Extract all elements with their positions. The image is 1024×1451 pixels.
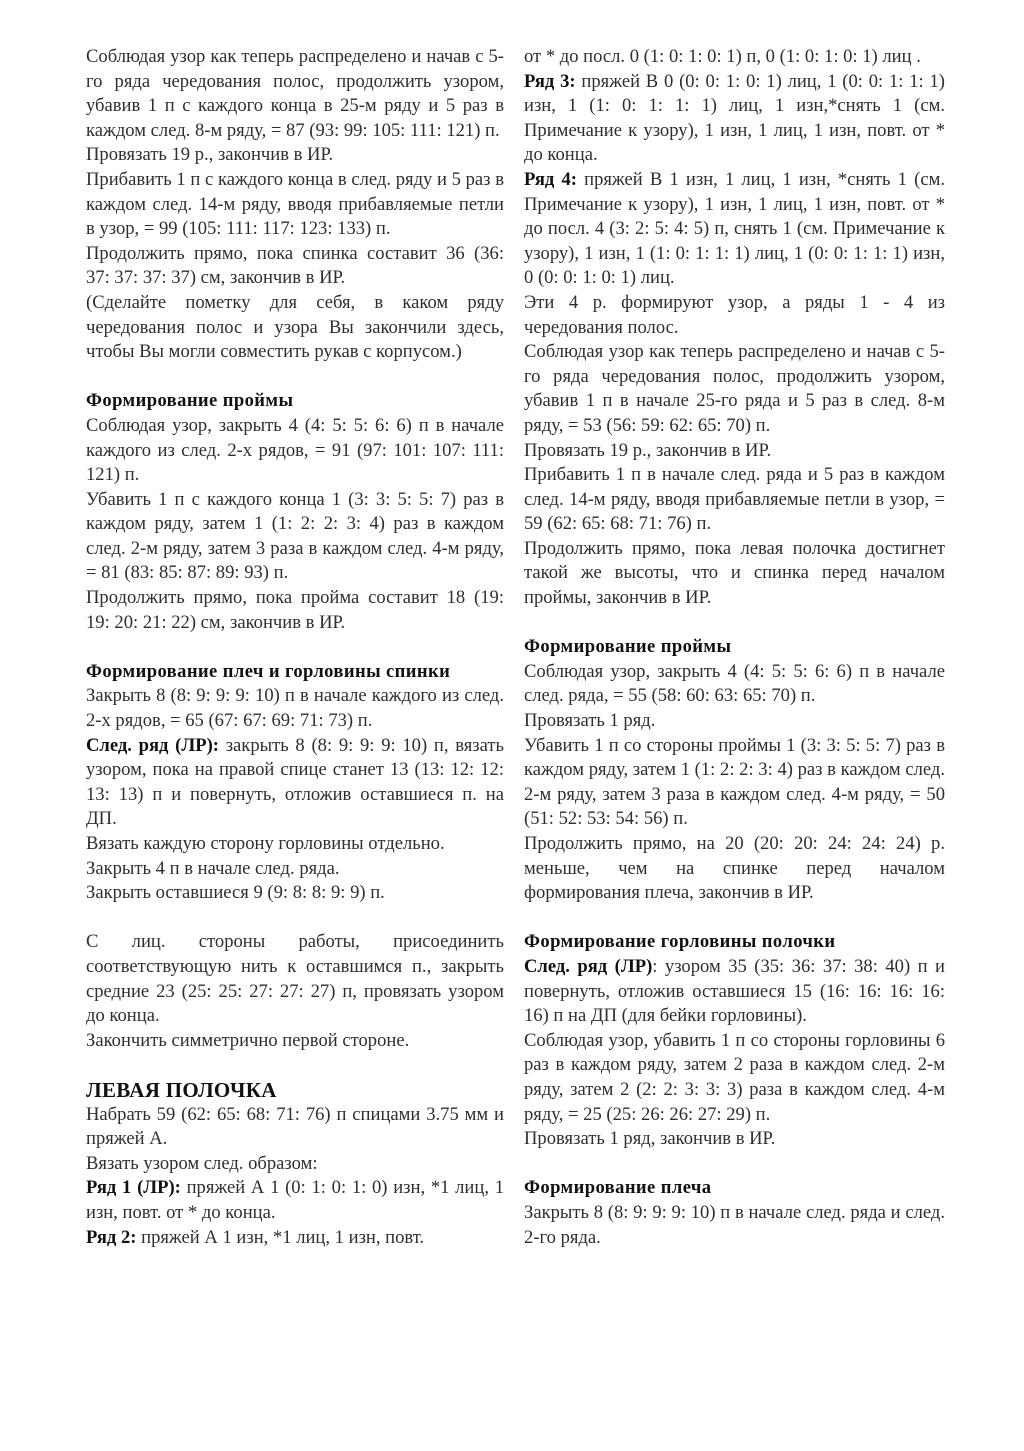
paragraph: Соблюдая узор, закрыть 4 (4: 5: 5: 6: 6) п в начале след. ряда, = 55 (58: 60: 63: 65: 70) п. (524, 660, 945, 707)
paragraph: Соблюдая узор, закрыть 4 (4: 5: 5: 6: 6) п в начале каждого из след. 2-х рядов, = 91 (97: 101: 107: 111: 121) п. (86, 414, 504, 486)
paragraph: Соблюдая узор как теперь распределено и начав с 5-го ряда чередования полос, продолжить узором, убавив 1 п с каждого конца в 25-м ряду и 5 раз в каждом след. 8-м ряду, = 87 (93: 99: 105: 111: 121) п. (86, 46, 504, 141)
paragraph: Закрыть 8 (8: 9: 9: 9: 10) п в начале каждого из след. 2-х рядов, = 65 (67: 67: 69: 71: 73) п. (86, 685, 504, 732)
section-heading-armhole-front: Формирование проймы (524, 636, 732, 658)
paragraph: Продолжить прямо, на 20 (20: 20: 24: 24: 24) р. меньше, чем на спинке перед началом формирования плеча, закончив в ИР. (524, 833, 945, 904)
row-text: пряжей В 0 (0: 0: 1: 0: 1) лиц, 1 (0: 0: 1: 1: 1) изн, 1 (1: 0: 1: 1: 1) лиц, 1 изн,*снять 1 (см. Примечание к узору), 1 изн, 1 лиц, 1 изн, повт. от * до конца. (524, 70, 945, 166)
paragraph: С лиц. стороны работы, присоединить соответствующую нить к оставшимся п., закрыть средние 23 (25: 25: 27: 27: 27) п, провязать узором до конца. (86, 931, 504, 1027)
row-text: пряжей В 1 изн, 1 лиц, 1 изн, *снять 1 (см. Примечание к узору), 1 изн, 1 лиц, 1 изн, повт. от * до посл. 4 (3: 2: 5: 4: 5) п, снять 1 (см. Примечание к узору), 1 изн, 1 (1: 0: 1: 1: 1) лиц, 1 (0: 0: 1: 1: 1) изн, 0 (0: 0: 1: 0: 1) лиц. (524, 168, 945, 289)
row-text: закрыть 8 (8: 9: 9: 9: 10) п, вязать узором, пока на правой спице станет 13 (13: 12: 12: 13: 13) п и повернуть, отложив оставшиеся п. на ДП. (86, 734, 505, 830)
row-label: Ряд 2: (86, 1226, 137, 1248)
row-label: Ряд 1 (ЛР): (86, 1177, 181, 1199)
row-label: След. ряд (ЛР) (524, 955, 653, 977)
paragraph (524, 955, 945, 1029)
section-heading-front-neck: Формирование горловины полочки (524, 931, 836, 953)
spacer (86, 365, 504, 390)
paragraph: Закрыть оставшиеся 9 (9: 8: 8: 9: 9) п. (86, 882, 385, 904)
paragraph: Продолжить прямо, пока пройма составит 18 (19: 19: 20: 21: 22) см, закончив в ИР. (86, 587, 504, 633)
paragraph: Вязать каждую сторону горловины отдельно. (86, 833, 445, 854)
paragraph: Провязать 1 ряд, закончив в ИР. (524, 1128, 776, 1150)
paragraph: Набрать 59 (62: 65: 68: 71: 76) п спицами 3.75 мм и пряжей А. (86, 1103, 504, 1150)
paragraph: Закончить симметрично первой стороне. (86, 1029, 410, 1051)
spacer (524, 906, 945, 931)
paragraph: Провязать 1 ряд. (524, 710, 656, 732)
paragraph: от * до посл. 0 (1: 0: 1: 0: 1) п, 0 (1: 0: 1: 0: 1) лиц . (524, 46, 921, 67)
paragraph: Соблюдая узор, убавить 1 п со стороны горловины 6 раз в каждом ряду, затем 2 раза в каждом след. 2-м ряду, затем 2 (2: 2: 3: 3: 3) раза в каждом след. 4-м ряду, = 25 (25: 26: 26: 27: 29) п. (524, 1029, 945, 1125)
paragraph (86, 1226, 504, 1251)
paragraph (524, 70, 945, 168)
left-column (86, 45, 504, 1250)
spacer (524, 1152, 945, 1177)
paragraph: Продолжить прямо, пока спинка составит 36 (36: 37: 37: 37: 37) см, закончив в ИР. (86, 242, 504, 289)
paragraph: Вязать узором след. образом: (86, 1152, 318, 1174)
spacer (524, 611, 945, 636)
paragraph: Прибавить 1 п с каждого конца в след. ряду и 5 раз в каждом след. 14-м ряду, вводя прибавляемые петли в узор, = 99 (105: 111: 117: 123: 133) п. (86, 168, 504, 240)
paragraph (86, 1176, 504, 1225)
row-text: : узором 35 (35: 36: 37: 38: 40) п и повернуть, отложив оставшиеся 15 (16: 16: 16: 16: 16) п на ДП (для бейки горловины). (524, 955, 945, 1027)
paragraph (86, 734, 504, 832)
section-heading-armhole-back: Формирование проймы (86, 390, 294, 412)
paragraph: Убавить 1 п со стороны проймы 1 (3: 3: 5: 5: 7) раз в каждом ряду, затем 1 (1: 2: 2: 3: 4) раз в каждом след. 2-м ряду, затем 3 раза в каждом след. 4-м ряду, = 50 (51: 52: 53: 54: 56) п. (524, 734, 945, 830)
spacer (86, 1053, 504, 1078)
row-text: пряжей А 1 (0: 1: 0: 1: 0) изн, *1 лиц, 1 изн, повт. от * до конца. (86, 1177, 504, 1223)
paragraph: Прибавить 1 п в начале след. ряда и 5 раз в каждом след. 14-м ряду, вводя прибавляемые петли в узор, = 59 (62: 65: 68: 71: 76) п. (524, 464, 945, 535)
paragraph: Эти 4 р. формируют узор, а ряды 1 - 4 из чередования полос. (524, 291, 945, 338)
paragraph: Закрыть 8 (8: 9: 9: 9: 10) п в начале след. ряда и след. 2-го ряда. (524, 1201, 945, 1248)
paragraph: Убавить 1 п с каждого конца 1 (3: 3: 5: 5: 7) раз в каждом ряду, затем 1 (1: 2: 2: 3: 4) раз в каждом след. 2-м ряду, затем 3 раза в каждом след. 4-м ряду, = 81 (83: 85: 87: 89: 93) п. (86, 488, 504, 584)
paragraph: Соблюдая узор как теперь распределено и начав с 5-го ряда чередования полос, продолжить узором, убавив 1 п в начале 25-го ряда и 5 раз в след. 8-м ряду, = 53 (56: 59: 62: 65: 70) п. (524, 341, 945, 436)
right-column (524, 45, 945, 1250)
paragraph: (Сделайте пометку для себя, в каком ряду чередования полос и узора Вы закончили здесь, чтобы Вы могли совместить рукав с корпусом.) (86, 291, 504, 363)
row-label: Ряд 3: (524, 70, 576, 92)
section-heading-shoulders-back: Формирование плеч и горловины спинки (86, 660, 451, 682)
row-text: пряжей А 1 изн, *1 лиц, 1 изн, повт. (136, 1226, 425, 1248)
spacer (86, 906, 504, 931)
spacer (86, 635, 504, 660)
paragraph: Провязать 19 р., закончив в ИР. (524, 439, 772, 461)
paragraph: Провязать 19 р., закончив в ИР. (86, 144, 334, 166)
paragraph: Продолжить прямо, пока левая полочка достигнет такой же высоты, что и спинка перед началом проймы, закончив в ИР. (524, 537, 945, 609)
row-label: След. ряд (ЛР): (86, 734, 219, 756)
section-heading-shoulder: Формирование плеча (524, 1177, 712, 1199)
row-label: Ряд 4: (524, 168, 577, 190)
paragraph (524, 168, 945, 291)
paragraph: Закрыть 4 п в начале след. ряда. (86, 857, 340, 879)
section-title-left-front: ЛЕВАЯ ПОЛОЧКА (86, 1077, 277, 1102)
